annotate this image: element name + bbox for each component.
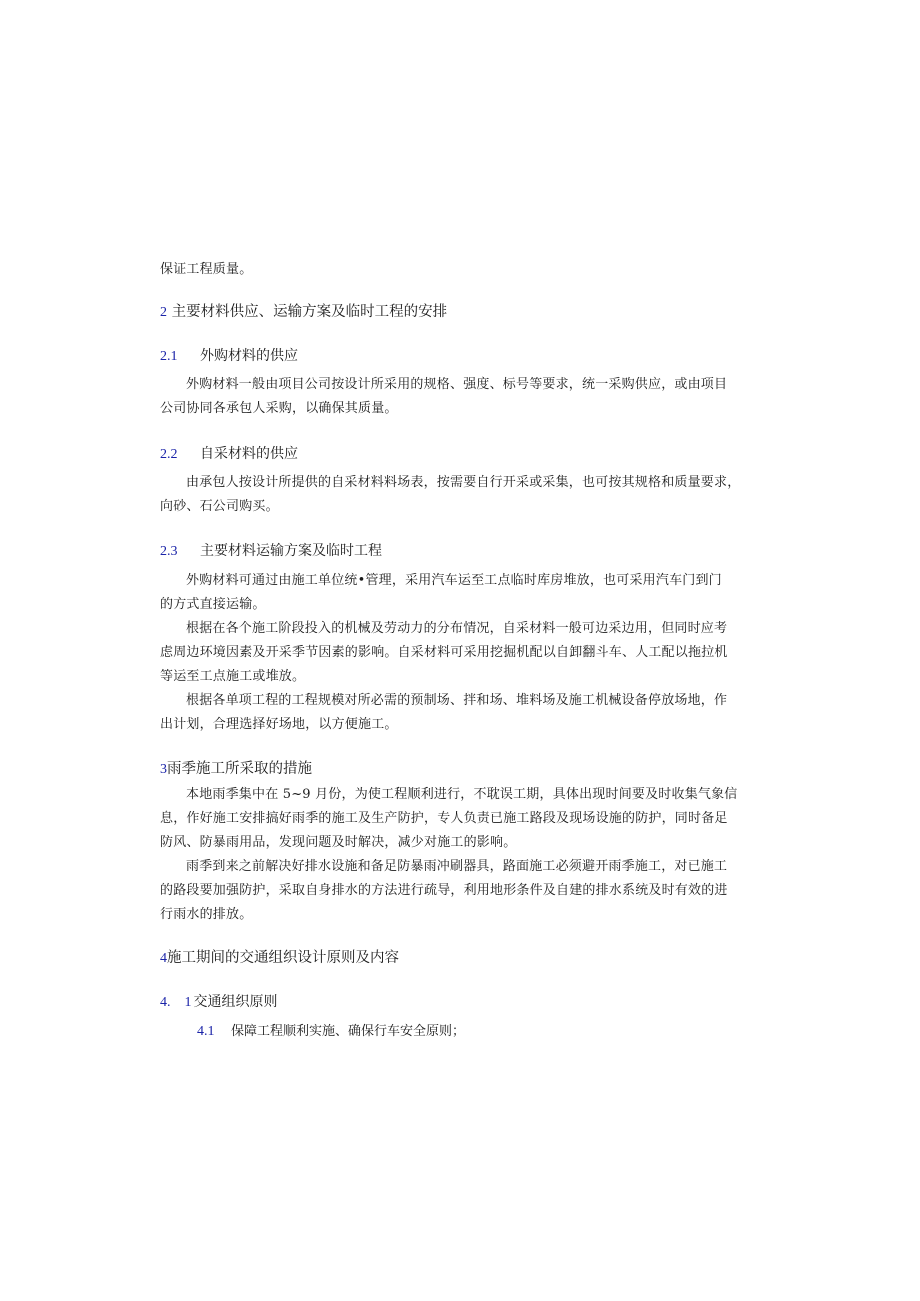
section-2-1-title: 外购材料的供应	[200, 348, 298, 364]
section-2-2-number: 2.2	[160, 447, 178, 462]
section-2-2-line-1: 由承包人按设计所提供的自采材料料场表，按需要自行开采或采集，也可按其规格和质量要求，	[186, 475, 741, 490]
section-2-3-heading	[160, 542, 382, 561]
section-4-1-number: 4. 1	[160, 995, 192, 1010]
section-3-line-3: 防风、防暴雨用品，发现问题及时解决，减少对施工的影响。	[160, 835, 517, 850]
section-4-heading	[160, 949, 399, 968]
section-3-line-5: 的路段要加强防护，采取自身排水的方法进行疏导，利用地形条件及自建的排水系统及时有效的进	[160, 883, 728, 898]
section-2-2-title: 自采材料的供应	[200, 446, 298, 462]
section-2-3-line-1: 外购材料可通过由施工单位统•管理，采用汽车运至工点临时库房堆放，也可采用汽车门到门	[186, 573, 722, 588]
section-2-1-line-1: 外购材料一般由项目公司按设计所采用的规格、强度、标号等要求，统一采购供应，或由项目	[186, 377, 728, 392]
section-2-2-heading	[160, 445, 298, 464]
section-2-heading	[160, 303, 447, 322]
item-4-1-number: 4.1	[197, 1024, 215, 1039]
section-2-3-title: 主要材料运输方案及临时工程	[200, 543, 382, 559]
section-2-3-line-7: 出计划，合理选择好场地，以方便施工。	[160, 717, 398, 732]
item-4-1-text: 保障工程顺利实施、确保行车安全原则；	[231, 1024, 466, 1039]
section-2-title: 主要材料供应、运输方案及临时工程的安排	[171, 304, 448, 320]
section-4-title: 施工期间的交通组织设计原则及内容	[167, 950, 399, 966]
paragraph-fragment: 保证工程质量。	[160, 262, 253, 277]
section-4-1-heading	[160, 993, 278, 1012]
section-3-number: 3	[160, 762, 167, 777]
section-3-heading	[160, 760, 312, 779]
section-3-title: 雨季施工所采取的措施	[167, 761, 312, 777]
section-3-line-4: 雨季到来之前解决好排水设施和备足防暴雨冲刷器具，路面施工必须避开雨季施工，对已施工	[186, 859, 728, 874]
section-2-1-line-2: 公司协同各承包人采购，以确保其质量。	[160, 401, 398, 416]
section-2-3-line-2: 的方式直接运输。	[160, 597, 266, 612]
section-2-3-line-4: 虑周边环境因素及开采季节因素的影响。自采材料可采用挖掘机配以自卸翻斗车、人工配以拖拉机	[160, 645, 728, 660]
section-2-2-line-2: 向砂、石公司购买。	[160, 499, 279, 514]
section-4-1-title: 交通组织原则	[193, 994, 278, 1010]
item-4-1	[197, 1024, 465, 1040]
section-2-number: 2	[160, 305, 167, 320]
section-4-number: 4	[160, 951, 167, 966]
section-3-line-1: 本地雨季集中在 5~9 月份，为使工程顺利进行，不耽误工期，具体出现时间要及时收集气象信	[186, 787, 738, 802]
section-2-1-heading	[160, 347, 298, 366]
section-2-3-line-5: 等运至工点施工或堆放。	[160, 669, 306, 684]
section-2-3-line-6: 根据各单项工程的工程规模对所必需的预制场、拌和场、堆料场及施工机械设备停放场地，作	[186, 693, 728, 708]
section-2-1-number: 2.1	[160, 349, 178, 364]
section-3-line-2: 息，作好施工安排搞好雨季的施工及生产防护，专人负责已施工路段及现场设施的防护，同时备足	[160, 811, 728, 826]
section-2-3-number: 2.3	[160, 544, 178, 559]
section-3-line-6: 行雨水的排放。	[160, 907, 253, 922]
section-2-3-line-3: 根据在各个施工阶段投入的机械及劳动力的分布情况，自采材料一般可边采边用，但同时应考	[186, 621, 728, 636]
